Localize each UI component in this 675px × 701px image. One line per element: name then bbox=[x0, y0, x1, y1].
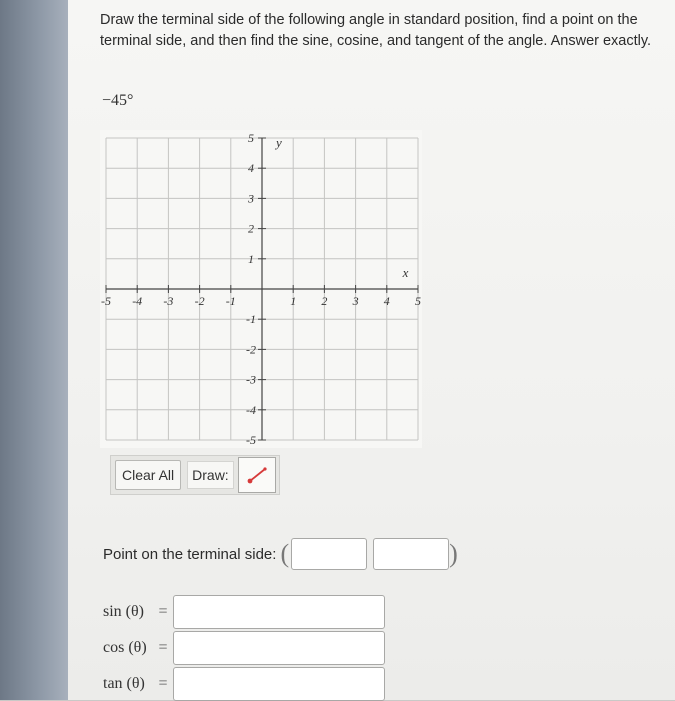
question-prompt: Draw the terminal side of the following angle in standard position, find a point on the terminal side, and then find the sine, cosine, and tangent of the angle. Answer exactly. bbox=[100, 12, 652, 49]
cos-input[interactable] bbox=[173, 631, 385, 665]
draw-label: Draw: bbox=[187, 461, 234, 489]
x-tick-label: -5 bbox=[101, 294, 111, 308]
graph-canvas[interactable] bbox=[100, 130, 422, 448]
sin-equals: = bbox=[158, 603, 168, 620]
x-tick-label: 1 bbox=[290, 294, 297, 308]
angle-value: −45° bbox=[102, 92, 134, 109]
point-row bbox=[103, 537, 458, 571]
graph-toolbar bbox=[110, 455, 280, 495]
y-tick-label: -3 bbox=[246, 372, 256, 387]
y-tick-label: -2 bbox=[246, 342, 256, 357]
y-tick-label: -5 bbox=[246, 433, 256, 447]
cos-equals: = bbox=[158, 639, 168, 656]
y-tick-label: -4 bbox=[246, 402, 256, 417]
point-x-input[interactable] bbox=[291, 538, 367, 570]
y-tick-label: -1 bbox=[246, 312, 256, 327]
tan-label: tan (θ) bbox=[103, 675, 145, 692]
x-tick-label: 4 bbox=[383, 294, 390, 308]
y-tick-label: 2 bbox=[248, 221, 254, 236]
sin-input[interactable] bbox=[173, 595, 385, 629]
line-tool-button[interactable] bbox=[238, 457, 276, 493]
left-margin bbox=[0, 0, 68, 700]
coordinate-graph[interactable] bbox=[100, 130, 422, 448]
x-tick-label: 2 bbox=[321, 294, 328, 308]
y-tick-label: 1 bbox=[248, 251, 254, 266]
tan-input[interactable] bbox=[173, 667, 385, 701]
open-paren: ( bbox=[280, 539, 290, 568]
x-tick-label: -3 bbox=[163, 294, 174, 308]
x-axis-label: x bbox=[402, 265, 409, 280]
sin-label: sin (θ) bbox=[103, 603, 144, 620]
point-y-input[interactable] bbox=[373, 538, 449, 570]
line-tool-icon bbox=[245, 464, 269, 486]
sin-row bbox=[103, 596, 385, 628]
tan-equals: = bbox=[158, 675, 168, 692]
cos-row bbox=[103, 632, 385, 664]
y-tick-label: 5 bbox=[248, 131, 254, 145]
x-tick-label: 3 bbox=[352, 294, 359, 308]
x-tick-label: -2 bbox=[194, 294, 205, 308]
y-tick-label: 4 bbox=[248, 161, 254, 176]
close-paren: ) bbox=[449, 539, 458, 568]
x-tick-label: -4 bbox=[132, 294, 143, 308]
y-tick-label: 3 bbox=[248, 191, 254, 206]
tan-row bbox=[103, 668, 385, 700]
point-label: Point on the terminal side: bbox=[103, 545, 277, 563]
clear-all-button[interactable]: Clear All bbox=[115, 460, 181, 490]
y-axis-label: y bbox=[276, 135, 282, 151]
x-tick-label: 5 bbox=[415, 294, 421, 308]
x-tick-label: -1 bbox=[225, 294, 236, 308]
cos-label: cos (θ) bbox=[103, 639, 147, 656]
